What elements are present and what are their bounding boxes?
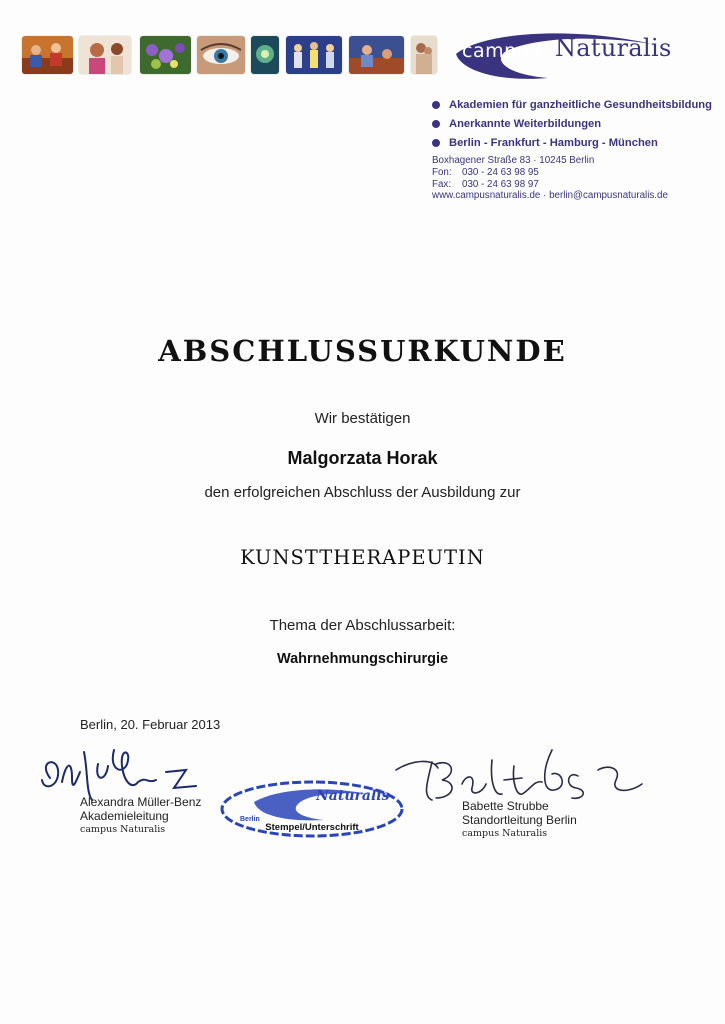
woman-portrait-photo — [79, 36, 131, 74]
abstract-green-photo — [251, 36, 279, 74]
completion-text: den erfolgreichen Abschluss der Ausbildung zur — [204, 484, 521, 501]
address-phone-line — [432, 167, 668, 179]
bullet-icon — [432, 101, 440, 109]
thesis-title: Wahrnehmungschirurgie — [276, 651, 449, 667]
fax-label: Fax: — [432, 178, 452, 190]
eye-photo — [197, 36, 245, 74]
dance-group-photo — [286, 36, 342, 74]
tagline-item — [432, 133, 712, 152]
tagline-item — [432, 95, 712, 114]
massage-photo — [349, 36, 404, 74]
address-fax-line — [432, 179, 668, 191]
stamp-naturalis-text: Naturalis — [316, 788, 390, 804]
confirm-text: Wir bestätigen — [314, 410, 411, 427]
thesis-label: Thema der Abschlussarbeit: — [269, 617, 456, 634]
signer-left — [80, 796, 201, 837]
tagline-list — [432, 95, 712, 152]
bullet-icon — [432, 139, 440, 147]
tagline-text: Berlin - Frankfurt - Hamburg - München — [449, 136, 658, 149]
phone-number: 030 - 24 63 98 95 — [462, 166, 539, 178]
tagline-item — [432, 114, 712, 133]
stamp-label: Stempel/Unterschrift — [265, 822, 359, 833]
stamp — [218, 778, 406, 840]
profession-title: KUNSTTHERAPEUTIN — [240, 546, 485, 569]
bullet-icon — [432, 120, 440, 128]
certificate-title: ABSCHLUSSURKUNDE — [158, 334, 567, 368]
flowers-photo — [140, 36, 191, 74]
signer-left-name: Alexandra Müller-Benz — [80, 795, 202, 809]
signer-right-name: Babette Strubbe — [462, 799, 549, 813]
recipient-name: Malgorzata Horak — [287, 448, 438, 468]
campus-naturalis-logo — [452, 28, 672, 86]
couple-photo — [411, 36, 437, 74]
signer-right-brand: campus Naturalis — [462, 828, 548, 839]
address-block — [432, 155, 668, 202]
signer-right-role: Standortleitung Berlin — [462, 812, 577, 827]
stamp-city-text: Berlin — [240, 816, 260, 823]
signer-right — [462, 800, 577, 841]
tagline-text: Akademien für ganzheitliche Gesundheitsbildung — [449, 98, 712, 111]
signer-left-role: Akademieleitung — [80, 808, 169, 823]
signer-left-brand: campus Naturalis — [80, 824, 166, 835]
logo-campus-text: campus — [462, 40, 540, 62]
address-street: Boxhagener Straße 83 · 10245 Berlin — [432, 155, 595, 166]
address-web: www.campusnaturalis.de · berlin@campusnaturalis.de — [432, 190, 668, 202]
tagline-text: Anerkannte Weiterbildungen — [449, 117, 602, 130]
phone-label: Fon: — [432, 166, 452, 178]
logo-naturalis-text: Naturalis — [555, 34, 672, 62]
fax-number: 030 - 24 63 98 97 — [462, 178, 539, 190]
group-therapy-photo — [22, 36, 73, 74]
place-date: Berlin, 20. Februar 2013 — [80, 717, 221, 732]
